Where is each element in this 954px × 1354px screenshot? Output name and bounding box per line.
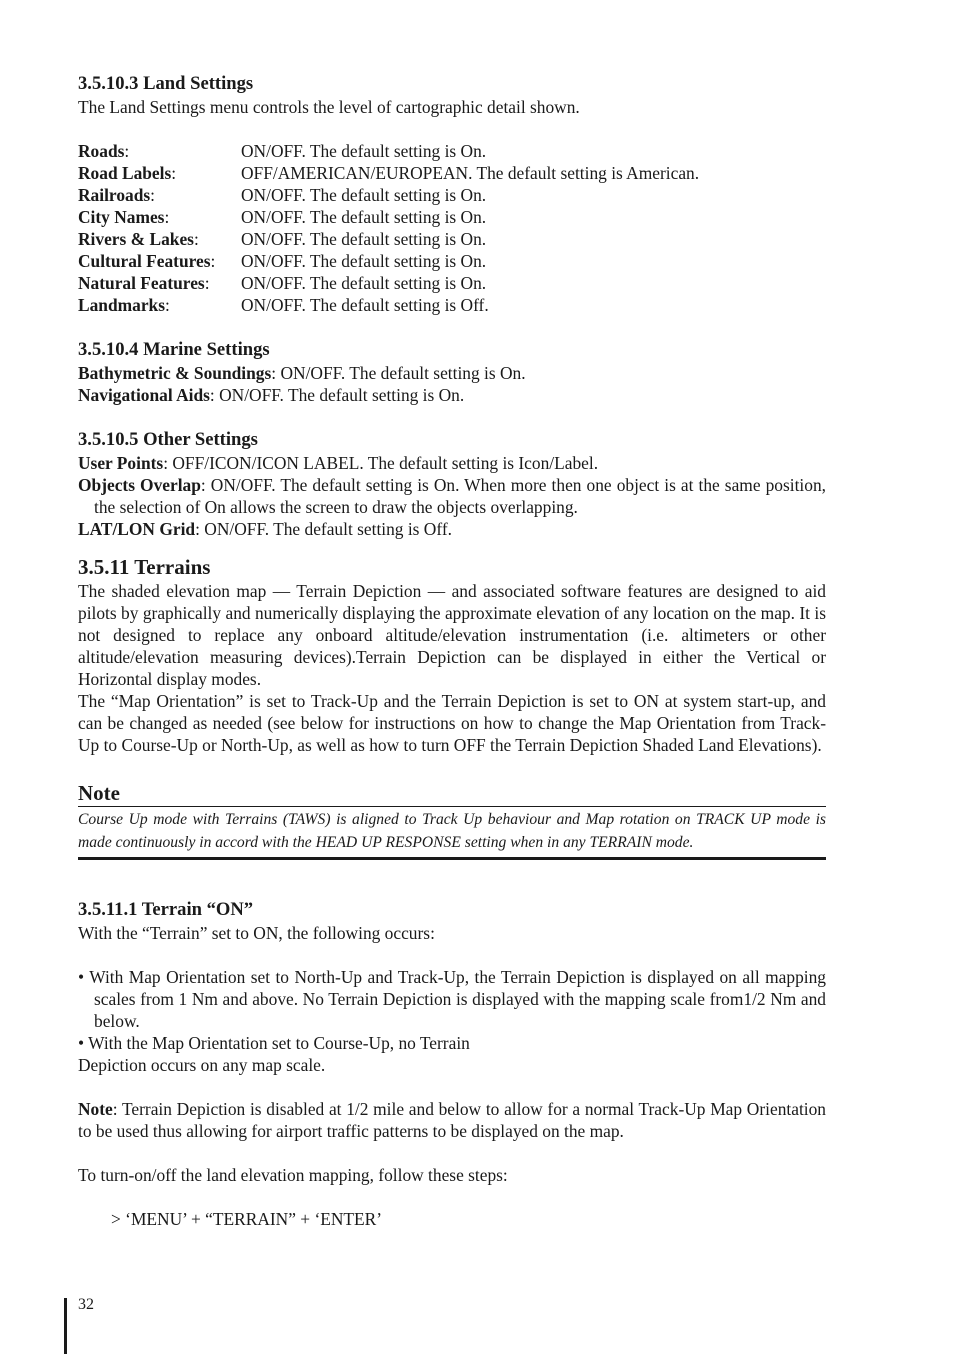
note-box <box>78 780 826 860</box>
page-number: 32 <box>78 1296 94 1313</box>
list-item: User Points: OFF/ICON/ICON LABEL. The default setting is Icon/Label. <box>78 453 599 473</box>
land-settings-table <box>78 140 699 316</box>
terrains-paragraph-2: The “Map Orientation” is set to Track-Up and the Terrain Depiction is set to ON at system start-up, and can be changed as needed (see below for instructions on how to change the Map Orientation from Track-Up to Course-Up or North-Up, as well as how to turn OFF the Terrain Depiction Shaded Land Elevations). <box>78 691 826 755</box>
list-item: Objects Overlap: ON/OFF. The default setting is On. When more then one object is at the same position, the selection of On allows the screen to draw the objects overlapping. <box>78 475 826 517</box>
land-settings-intro: The Land Settings menu controls the level of cartographic detail shown. <box>78 97 580 117</box>
list-item: Navigational Aids: ON/OFF. The default setting is On. <box>78 385 465 405</box>
terrains-paragraph-1: The shaded elevation map — Terrain Depiction — and associated software features are designed to aid pilots by graphically and numerically displaying the approximate elevation of any location on the map. It is not designed to replace any onboard altitude/elevation instrumentation (i.e. altimeters or other altitude/elevation measuring devices).Terrain Depiction can be displayed in either the Vertical or Horizontal display modes. <box>78 581 826 689</box>
list-item: • With the Map Orientation set to Course-Up, no Terrain <box>78 1033 470 1053</box>
land-settings-heading: 3.5.10.3 Land Settings <box>78 73 254 94</box>
terrain-note-paragraph: Note: Terrain Depiction is disabled at 1/2 mile and below to allow for a normal Track-Up Map Orientation to be used thus allowing for airport traffic patterns to be displayed on the map. <box>78 1099 826 1141</box>
table-row: Rivers & Lakes: ON/OFF. The default setting is On. <box>78 229 487 249</box>
manual-page <box>78 72 826 1230</box>
steps-intro: To turn-on/off the land elevation mapping, follow these steps: <box>78 1165 508 1185</box>
other-settings-heading: 3.5.10.5 Other Settings <box>78 429 258 450</box>
terrain-on-heading: 3.5.11.1 Terrain “ON” <box>78 899 254 920</box>
note-title: Note <box>78 781 120 805</box>
table-row: Landmarks: ON/OFF. The default setting is Off. <box>78 295 489 315</box>
table-row: Road Labels: OFF/AMERICAN/EUROPEAN. The default setting is American. <box>78 163 700 183</box>
footer-margin-bar <box>64 1298 67 1354</box>
list-item: LAT/LON Grid: ON/OFF. The default setting is Off. <box>78 519 452 539</box>
list-item: • With Map Orientation set to North-Up and Track-Up, the Terrain Depiction is displayed on all mapping scales from 1 Nm and above. No Terrain Depiction is displayed with the mapping scale from1/2 Nm and below. <box>78 967 826 1031</box>
terrain-on-intro: With the “Terrain” set to ON, the following occurs: <box>78 923 435 943</box>
table-row: Cultural Features: ON/OFF. The default setting is On. <box>78 251 487 271</box>
menu-command: > ‘MENU’ + “TERRAIN” + ‘ENTER’ <box>111 1209 383 1229</box>
note-text: Course Up mode with Terrains (TAWS) is aligned to Track Up behaviour and Map rotation on TRACK UP mode is made continuously in accord with the HEAD UP RESPONSE setting when in any TERRAIN mode. <box>78 811 826 851</box>
table-row: City Names: ON/OFF. The default setting is On. <box>78 207 487 227</box>
terrains-heading: 3.5.11 Terrains <box>78 555 211 579</box>
table-row: Railroads: ON/OFF. The default setting is On. <box>78 185 487 205</box>
list-item-continuation: Depiction occurs on any map scale. <box>78 1055 326 1075</box>
table-row: Roads: ON/OFF. The default setting is On. <box>78 141 487 161</box>
list-item: Bathymetric & Soundings: ON/OFF. The default setting is On. <box>78 363 526 383</box>
table-row: Natural Features: ON/OFF. The default setting is On. <box>78 273 487 293</box>
marine-settings-heading: 3.5.10.4 Marine Settings <box>78 339 270 360</box>
